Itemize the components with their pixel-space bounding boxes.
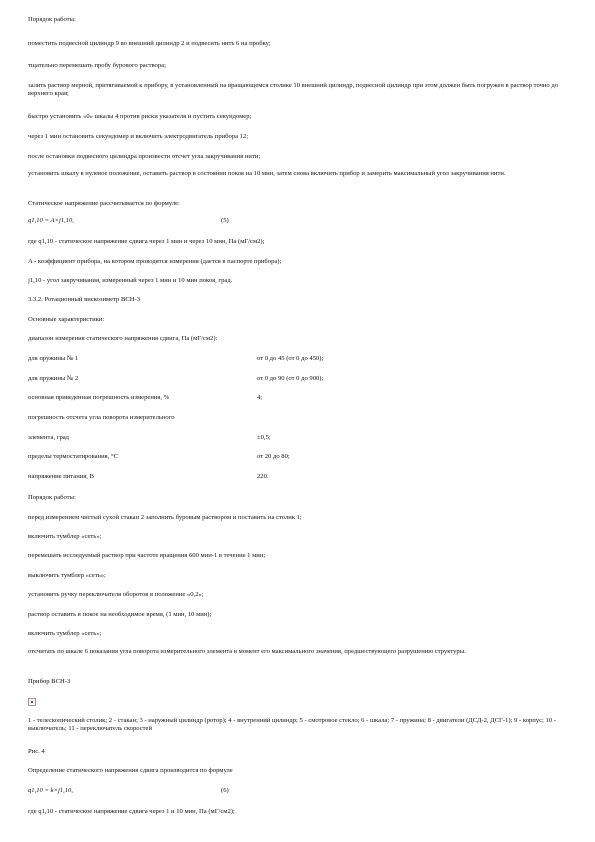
section-heading: 3.3.2. Ротационный вискозиметр ВСН-3 — [28, 296, 141, 303]
formula-text: q1,10 = A×j1,10, — [28, 217, 74, 224]
step-line: раствор оставить в покое на необходимое время, (1 мин, 10 мин); — [28, 611, 212, 618]
spec-label: элемента, град — [28, 434, 70, 441]
spec-label: пределы термостатирования, °С — [28, 453, 118, 460]
procedure-heading: Порядок работы: — [28, 16, 76, 23]
step-line: установить шкалу в нулевое положение, оставить раствор в состоянии покоя на 10 мин, затем снова включить прибор и замерить максимальный угол закручивания нити. — [28, 170, 506, 177]
characteristics-heading: Основные характеристики: — [28, 316, 105, 323]
spec-value: от 0 до 90 (от 0 до 900); — [257, 375, 324, 382]
formula-6 — [28, 787, 229, 795]
range-line: диапазон измерения статического напряжения сдвига, Па (мГ/см2): — [28, 335, 218, 342]
step-line: включить тумблер «сеть»; — [28, 630, 102, 637]
spec-value: ±0,5; — [257, 434, 271, 441]
step-line: установить ручку переключателя оборотов в положение «0,2»; — [28, 591, 204, 598]
spec-value: от 20 до 80; — [257, 453, 290, 460]
definition-line: где q1,10 - статическое напряжение сдвига через 1 мин и через 10 мин, Па (мГ/см2); — [28, 238, 265, 245]
figure-label: Рис. 4 — [28, 748, 45, 755]
formula-intro: Статическое напряжение рассчитывается по формуле: — [28, 200, 180, 207]
spec-value: от 0 до 45 (от 0 до 450); — [257, 355, 324, 362]
step-line: выключить тумблер «сеть»; — [28, 572, 106, 579]
spec-value: 220. — [257, 473, 269, 480]
spec-label: основная приведенная погрешность измерения, % — [28, 394, 170, 401]
definition-line: где q1,10 - статическое напряжение сдвига через 1 и 10 мин, Па (мГ/см2); — [28, 808, 235, 815]
step-line: перед измерением чистый сухой стакан 2 заполнить буровым раствором и поставить на столик 1; — [28, 514, 302, 521]
figure-caption-title: Прибор ВСН-3 — [28, 678, 71, 685]
formula-5 — [28, 217, 229, 225]
definition-line: A - коэффициент прибора, на котором проводятся измерения (дается в паспорте прибора); — [28, 258, 282, 265]
spec-label: погрешность отсчета угла поворота измерительного — [28, 414, 175, 421]
spec-label: для пружины № 1 — [28, 355, 79, 362]
broken-image-icon — [28, 698, 36, 706]
definition-line: j1,10 - угол закручивания, измеренный через 1 мин и 10 мин покоя, град. — [28, 277, 233, 284]
spec-label: напряжение питания, В — [28, 473, 94, 480]
step-line: через 1 мин остановить секундомер и включить электродвигатель прибора 12; — [28, 133, 249, 140]
formula-number: (5) — [221, 217, 229, 224]
formula-number: (6) — [221, 787, 229, 794]
formula-intro: Определение статического напряжения сдвига производится по формуле — [28, 767, 233, 774]
spec-value: 4; — [257, 394, 263, 401]
step-line: перемешать исследуемый раствор при частоте вращения 600 мин-1 в течение 1 мин; — [28, 552, 266, 559]
step-line: включить тумблер «сеть»; — [28, 533, 102, 540]
procedure-heading: Порядок работы: — [28, 494, 76, 501]
step-line: отсчитать по шкале 6 показания угла поворота измерительного элемента в момент его максимального значения, предшествующего разрушению структуры. — [28, 648, 466, 655]
figure-legend: 1 - телескопический столик; 2 - стакан; 3 - наружный цилиндр (ротор); 4 - внутренний цилиндр; 5 - смотровое стекло; 6 - шкала; 7 - пружина; 8 - двигатели (ДСД-2, ДСГ-1); 9 - корпус; 10 - выключатель; 11 - переключатель скоростей — [28, 717, 556, 733]
step-line: залить раствор мерной, притягиваемой к прибору, в установленный на вращающемся столике 10 внешний цилиндр, подвесной цилиндр при этом должен быть погружен в раствор точно до верхнего края; — [28, 82, 559, 98]
step-line: после остановки подвесного цилиндра произвести отсчет угла закручивания нити; — [28, 153, 261, 160]
step-line: быстро установить «0» шкалы 4 против риски указателя и пустить секундомер; — [28, 113, 252, 120]
step-line: тщательно перемешать пробу бурового раствора; — [28, 62, 166, 69]
formula-text: q1,10 = k×j1,10, — [28, 787, 73, 794]
step-line: поместить подвесной цилиндр 9 во внешний цилиндр 2 и подвесить нить 6 на пробку; — [28, 40, 271, 47]
spec-label: для пружины № 2 — [28, 375, 79, 382]
